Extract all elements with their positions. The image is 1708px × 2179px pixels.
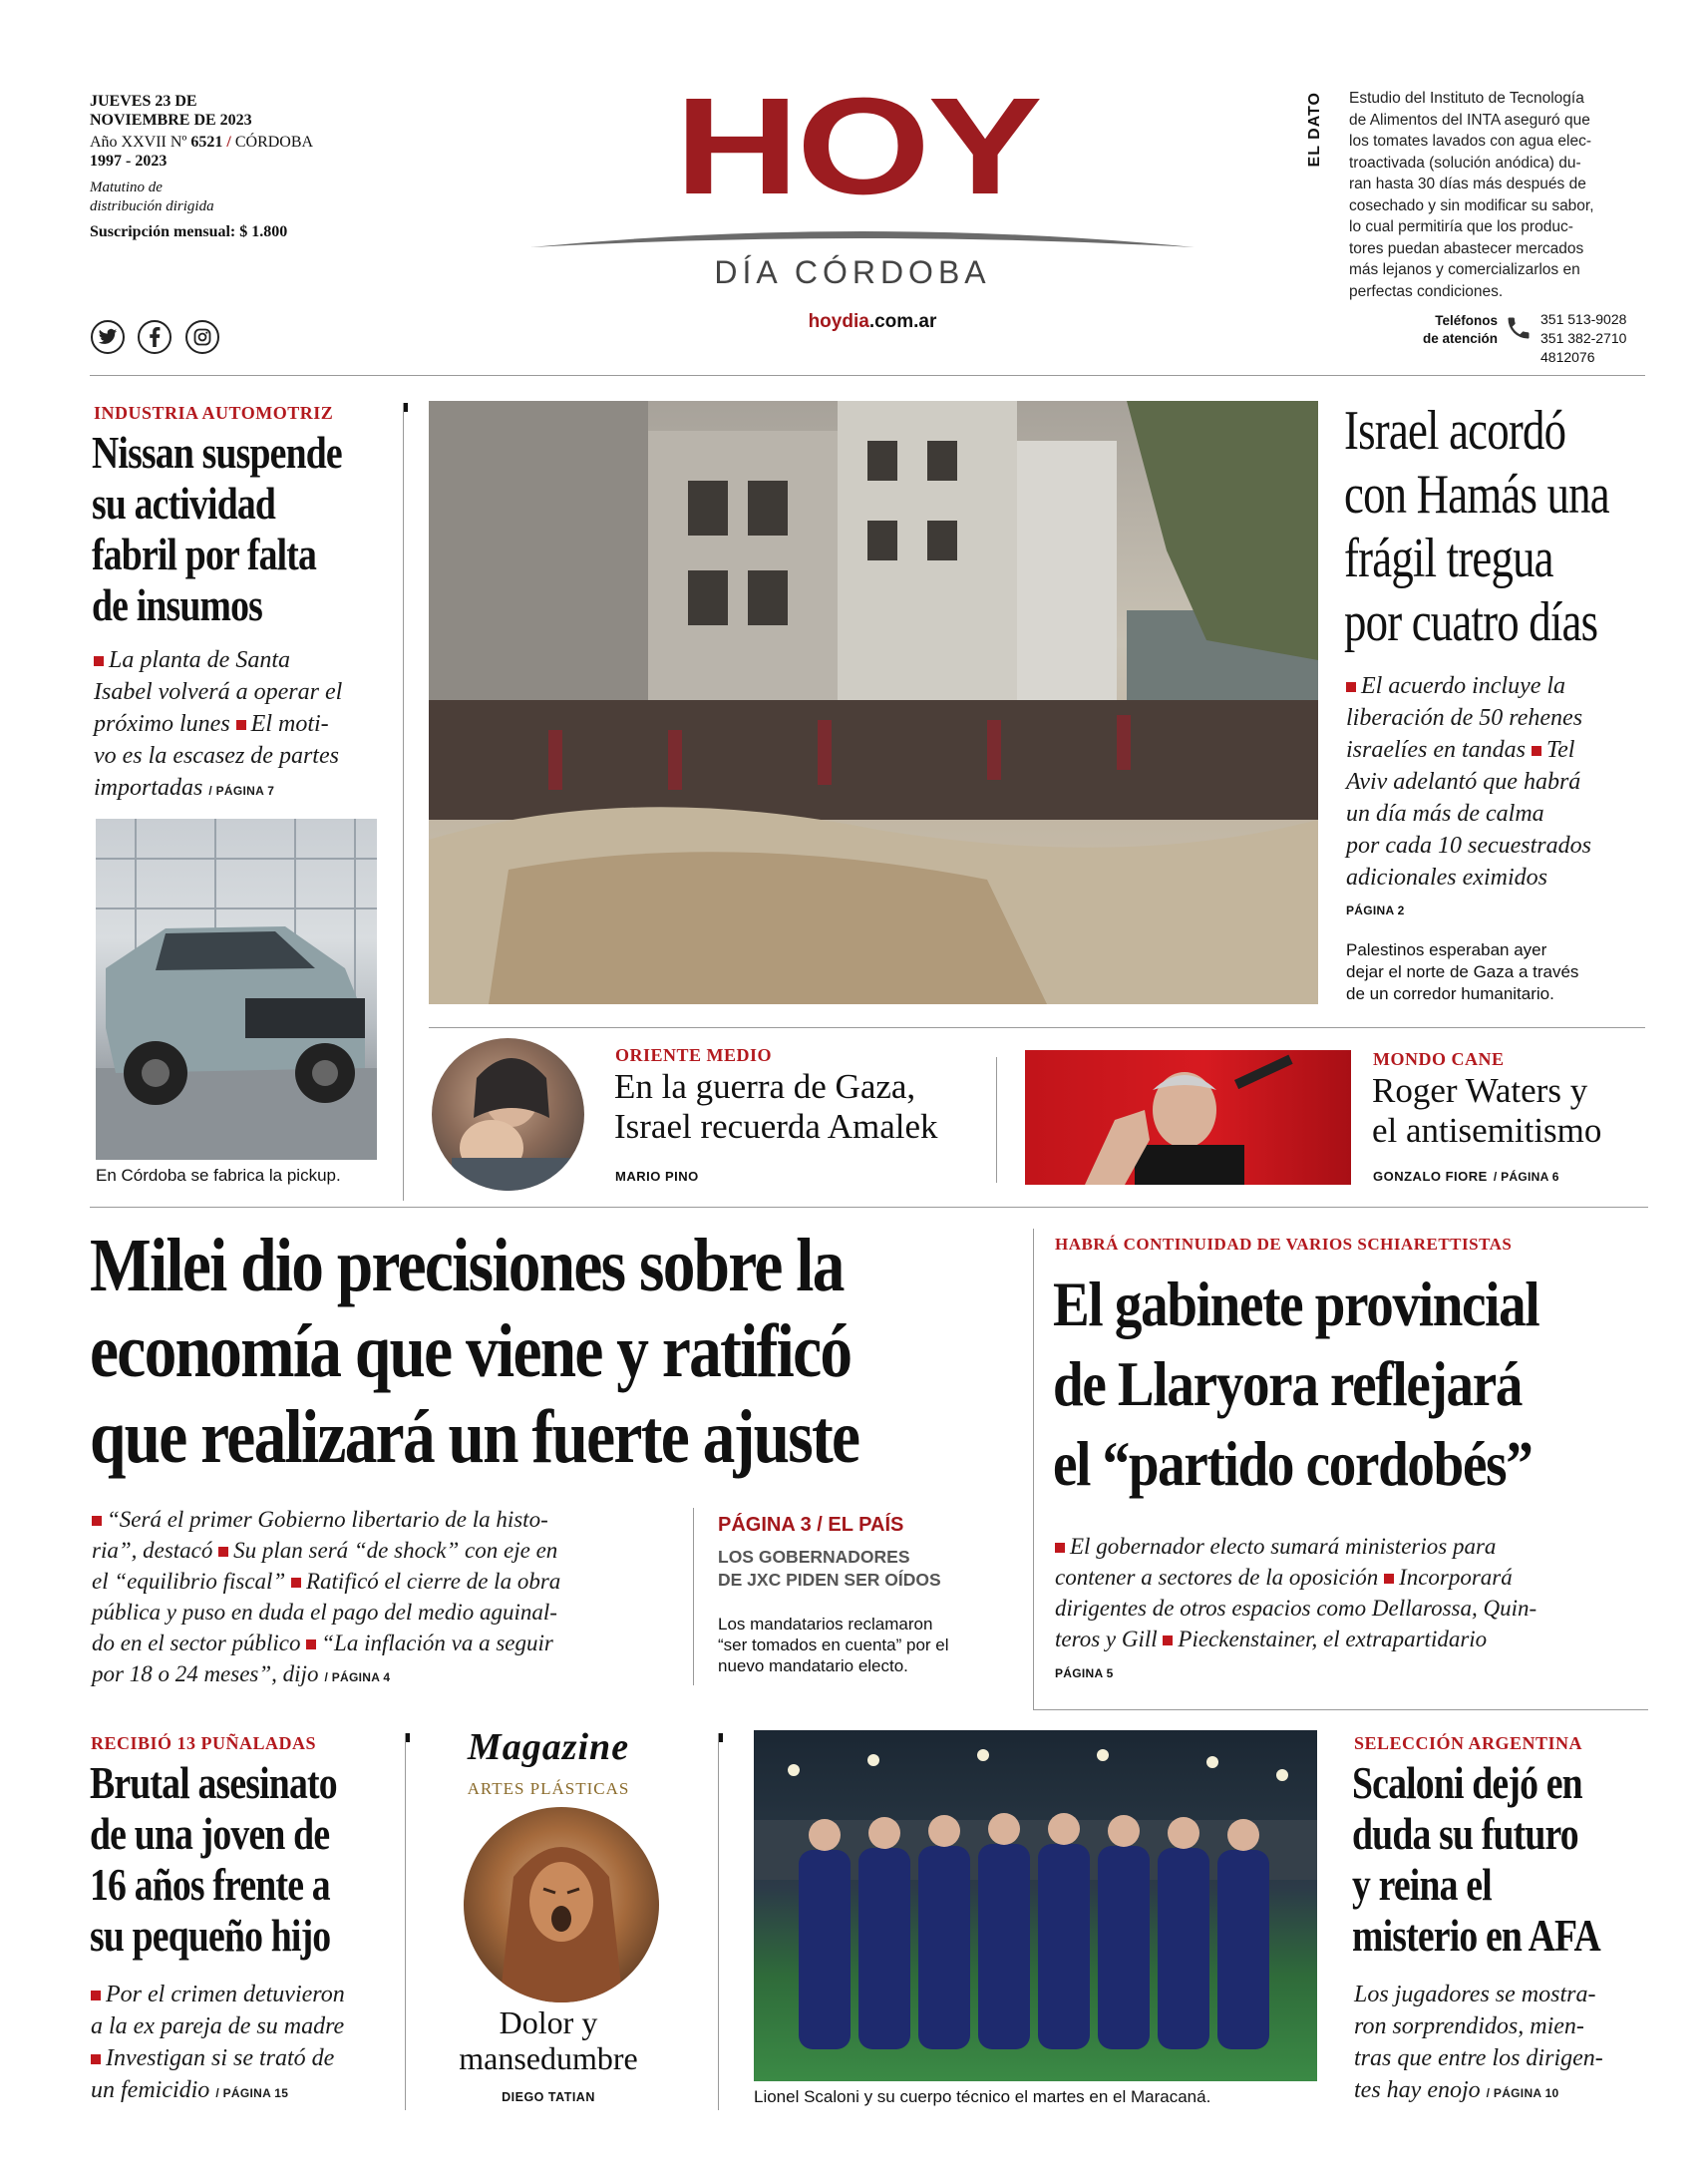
milei-headline[interactable]: Milei dio precisiones sobre la economía que viene y ratificó que realizará un fuerte ajuste: [90, 1224, 859, 1479]
gaza-author: MARIO PINO: [615, 1169, 699, 1184]
gobernadores-kicker: PÁGINA 3 / EL PAÍS: [718, 1514, 904, 1536]
logo-subtitle: DÍA CÓRDOBA: [714, 254, 991, 290]
gabinete-kicker: HABRÁ CONTINUIDAD DE VARIOS SCHIARETTISTAS: [1055, 1235, 1513, 1254]
el-dato-text: Estudio del Instituto de Tecnología de Alimentos del INTA aseguró que los tomates lavados con agua elec- troactivada (solución anódica) du- ran hasta 30 días más después de cosechado y sin modificar su sabor, lo cual permitiría que los produc- tores puedan abastecer mercados más lejanos y comercializarlos en perfectas condiciones.: [1349, 90, 1594, 300]
col-rule-3: [693, 1508, 694, 1685]
magazine-photo: [464, 1807, 659, 2002]
twitter-icon[interactable]: [91, 320, 125, 354]
gobernadores-headline[interactable]: LOS GOBERNADORES DE JXC PIDEN SER OÍDOS: [718, 1547, 941, 1590]
israel-headline[interactable]: Israel acordó con Hamás una frágil tregua por cuatro días: [1344, 400, 1609, 653]
scaloni-deck: Los jugadores se mostra- ron sorprendidos, mien- tras que entre los dirigen- tes hay enojo / PÁGINA 10: [1354, 1982, 1603, 2103]
magazine-author: DIEGO TATIAN: [502, 2090, 595, 2104]
tick: [406, 1733, 410, 1742]
waters-photo: [1025, 1050, 1351, 1185]
waters-author: GONZALO FIORE / PÁGINA 6: [1373, 1169, 1559, 1184]
phone-icon: [1505, 314, 1533, 342]
masthead-info: [90, 92, 389, 241]
scaloni-photo-caption: Lionel Scaloni y su cuerpo técnico el martes en el Maracaná.: [754, 2087, 1211, 2106]
date-line: JUEVES 23 DE NOVIEMBRE DE 2023: [90, 93, 252, 129]
magazine-title: Magazine: [467, 1726, 630, 1768]
col-rule-5: [405, 1733, 406, 2110]
years: 1997 - 2023: [90, 153, 168, 170]
tick: [719, 1733, 723, 1742]
waters-kicker: MONDO CANE: [1373, 1049, 1505, 1069]
col-rule-4: [1033, 1229, 1034, 1709]
nissan-caption: En Córdoba se fabrica la pickup.: [96, 1166, 341, 1185]
col-rule-2: [996, 1057, 997, 1183]
tick: [404, 403, 408, 412]
gaza-headline[interactable]: En la guerra de Gaza, Israel recuerda Amalek: [614, 1067, 938, 1146]
nissan-headline[interactable]: Nissan suspende su actividad fabril por falta de insumos: [92, 427, 342, 630]
waters-headline[interactable]: Roger Waters y el antisemitismo: [1372, 1071, 1602, 1150]
col-rule-1: [403, 403, 404, 1201]
row2-bottom-rule: [1033, 1709, 1648, 1710]
facebook-icon[interactable]: [138, 320, 171, 354]
scaloni-kicker: SELECCIÓN ARGENTINA: [1354, 1733, 1583, 1753]
gaza-main-photo: [429, 401, 1318, 1004]
nissan-deck: La planta de Santa Isabel volverá a operar el próximo lunes El moti- vo es la escasez de partes importadas / PÁGINA 7: [94, 647, 343, 801]
israel-page: PÁGINA 2: [1346, 904, 1405, 917]
gaza-opinion-photo: [432, 1038, 584, 1191]
milei-deck: “Será el primer Gobierno libertario de la histo- ria”, destacó Su plan será “de shock” con eje en el “equilibrio fiscal” Ratificó el cierre de la obra pública y puso en duda el pago del medio aguinal- do en el sector público “La inflación va a seguir por 18 o 24 meses”, dijo / PÁGINA 4: [92, 1507, 561, 1686]
nissan-kicker: INDUSTRIA AUTOMOTRIZ: [94, 403, 334, 423]
gabinete-deck: El gobernador electo sumará ministerios para contener a sectores de la oposición Incorporará dirigentes de otros espacios como Dellarossa, Quin- teros y Gill Pieckenstainer, el extrapartidario: [1055, 1534, 1537, 1651]
logo-swoosh: [528, 221, 1196, 251]
nissan-photo: [96, 819, 377, 1160]
gabinete-headline[interactable]: El gabinete provincial de Llaryora reflejará el “partido cordobés”: [1053, 1269, 1539, 1499]
masthead-rule: [90, 375, 1645, 376]
asesinato-headline[interactable]: Brutal asesinato de una joven de 16 años frente a su pequeño hijo: [90, 1757, 337, 1961]
asesinato-kicker: RECIBIÓ 13 PUÑALADAS: [91, 1733, 317, 1753]
scaloni-photo: [754, 1730, 1317, 2081]
phone-label: Teléfonos de atención: [1422, 313, 1498, 346]
gabinete-page: PÁGINA 5: [1055, 1666, 1114, 1680]
scaloni-headline[interactable]: Scaloni dejó en duda su futuro y reina el misterio en AFA: [1352, 1757, 1600, 1961]
edition-line: Año XXVII Nº 6521 / CÓRDOBA: [90, 134, 314, 151]
magazine-headline[interactable]: Dolor y mansedumbre: [459, 2004, 638, 2076]
subscription: Suscripción mensual: $ 1.800: [90, 223, 288, 240]
instagram-icon[interactable]: [185, 320, 219, 354]
distribution: Matutino de distribución dirigida: [90, 180, 214, 214]
row1-bottom-rule: [90, 1207, 1648, 1208]
col-rule-6: [718, 1733, 719, 2110]
israel-deck: El acuerdo incluye la liberación de 50 rehenes israelíes en tandas Tel Aviv adelantó que habrá un día más de calma por cada 10 secuestrados adicionales eximidos: [1346, 673, 1591, 891]
logo: HOY: [674, 70, 1041, 223]
row1-sub-rule: [429, 1027, 1645, 1028]
asesinato-deck: Por el crimen detuvieron a la ex pareja de su madre Investigan si se trató de un femicidio / PÁGINA 15: [91, 1982, 345, 2103]
phone-numbers: 351 513-9028 351 382-2710 4812076: [1540, 311, 1627, 365]
website-link[interactable]: hoydia.com.ar: [808, 311, 937, 332]
gaza-kicker: ORIENTE MEDIO: [615, 1045, 773, 1065]
magazine-section: ARTES PLÁSTICAS: [467, 1779, 630, 1798]
israel-caption: Palestinos esperaban ayer dejar el norte de Gaza a través de un corredor humanitario.: [1346, 940, 1579, 1003]
el-dato-label: EL DATO: [1306, 92, 1323, 168]
gobernadores-text: Los mandatarios reclamaron “ser tomados en cuenta” por el nuevo mandatario electo.: [718, 1615, 949, 1675]
